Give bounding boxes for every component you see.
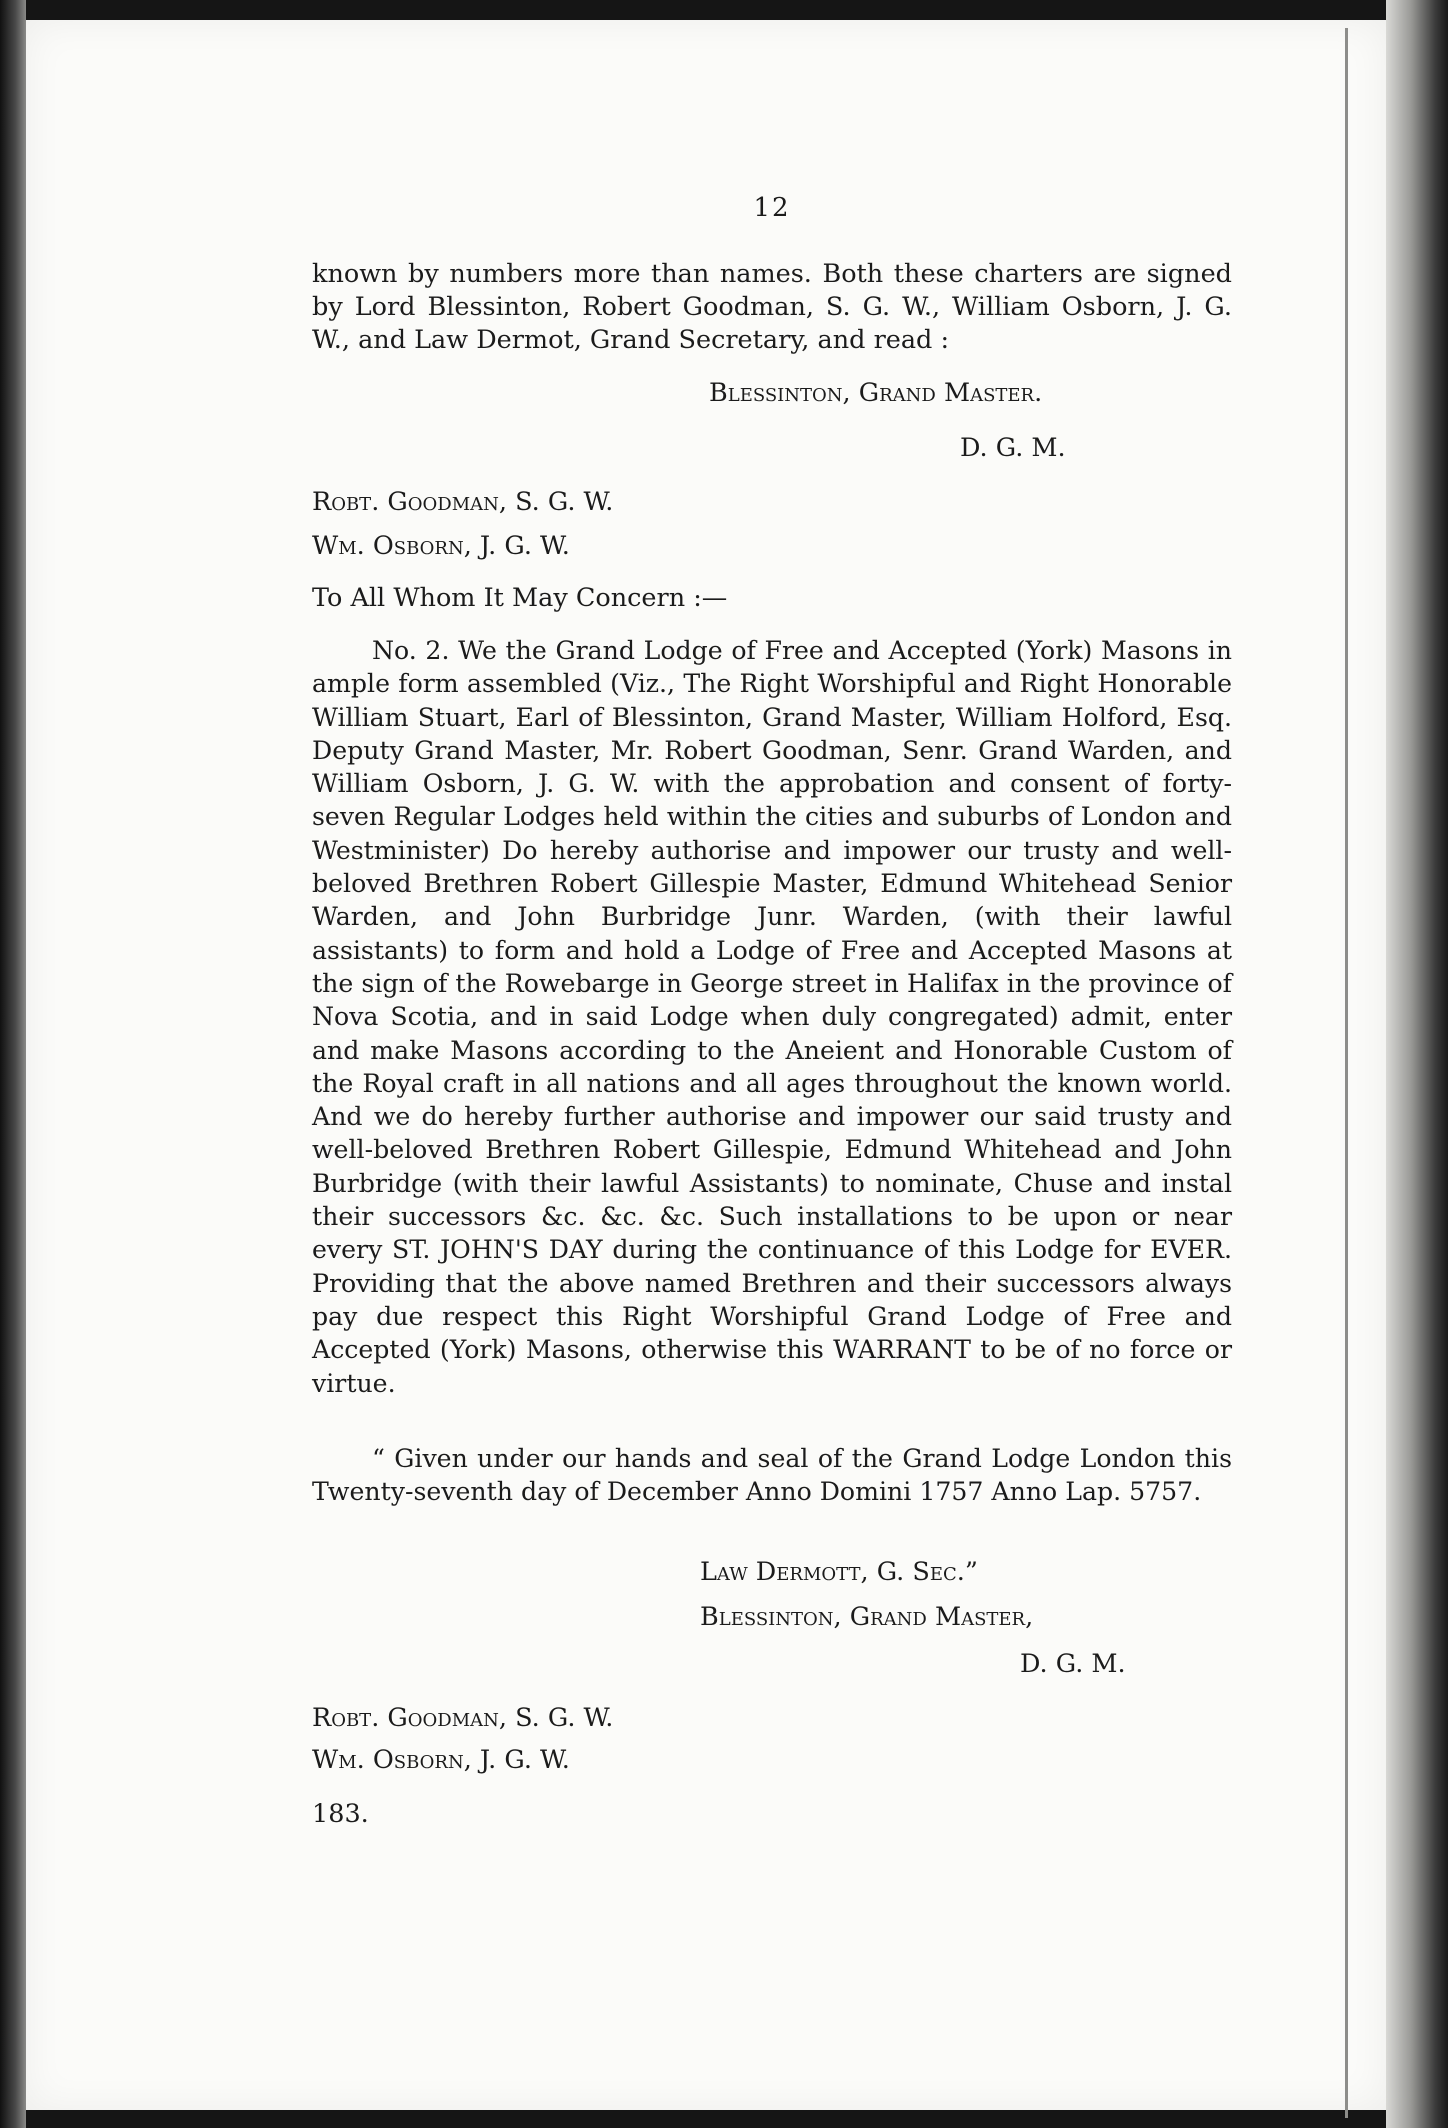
second-dgm-signature: D. G. M. bbox=[1020, 1649, 1126, 1679]
salutation: To All Whom It May Concern :— bbox=[312, 583, 728, 613]
first-dgm-signature: D. G. M. bbox=[960, 433, 1066, 463]
intro-paragraph: known by numbers more than names. Both these charters are signed by Lord Blessinton, Robert Goodman, S. G. W., William Osborn, J. G. W., and Law Dermot, Grand Secretary, and read : bbox=[312, 259, 1232, 355]
first-jgw-signature: Wm. Osborn, J. G. W. bbox=[312, 531, 570, 561]
second-sgw-signature: Robt. Goodman, S. G. W. bbox=[312, 1703, 614, 1733]
second-grand-master-signature: Blessinton, Grand Master, bbox=[700, 1602, 1034, 1632]
page-gutter bbox=[1345, 28, 1348, 2118]
right-page-edge bbox=[1386, 0, 1448, 2128]
left-page-edge bbox=[0, 0, 26, 2128]
secretary-signature: Law Dermott, G. Sec.” bbox=[700, 1557, 978, 1587]
second-jgw-signature: Wm. Osborn, J. G. W. bbox=[312, 1745, 570, 1775]
given-paragraph: “ Given under our hands and seal of the Grand Lodge London this Twenty-seventh day of December Anno Domini 1757 Anno Lap. 5757. bbox=[312, 1444, 1232, 1506]
page-number: 12 bbox=[753, 193, 791, 223]
footer-number: 183. bbox=[312, 1799, 369, 1829]
first-grand-master-signature: Blessinton, Grand Master. bbox=[709, 378, 1043, 408]
first-sgw-signature: Robt. Goodman, S. G. W. bbox=[312, 487, 614, 517]
warrant-paragraph: No. 2. We the Grand Lodge of Free and Accepted (York) Masons in ample form assembled (Viz., The Right Worshipful and Right Honorable William Stuart, Earl of Blessinton, Grand Master, William Holford, Esq. Deputy Grand Master, Mr. Robert Goodman, Senr. Grand Warden, and William Osborn, J. G. W. with the approbation and consent of forty-seven Regular Lodges held within the cities and suburbs of London and Westminister) Do hereby authorise and impower our trusty and well-beloved Brethren Robert Gillespie Master, Edmund Whitehead Senior Warden, and John Burbridge Junr. Warden, (with their lawful assistants) to form and hold a Lodge of Free and Accepted Masons at the sign of the Rowebarge in George street in Halifax in the province of Nova Scotia, and in said Lodge when duly congregated) admit, enter and make Masons according to the Aneient and Honorable Custom of the Royal craft in all nations and all ages throughout the known world. And we do hereby further authorise and impower our said trusty and well-beloved Brethren Robert Gillespie, Edmund Whitehead and John Burbridge (with their lawful Assistants) to nominate, Chuse and instal their successors &c. &c. &c. Such installations to be upon or near every ST. JOHN'S DAY during the continuance of this Lodge for EVER. Providing that the above named Brethren and their successors always pay due respect this Right Worshipful Grand Lodge of Free and Accepted (York) Masons, otherwise this WARRANT to be of no force or virtue. bbox=[312, 636, 1232, 1398]
